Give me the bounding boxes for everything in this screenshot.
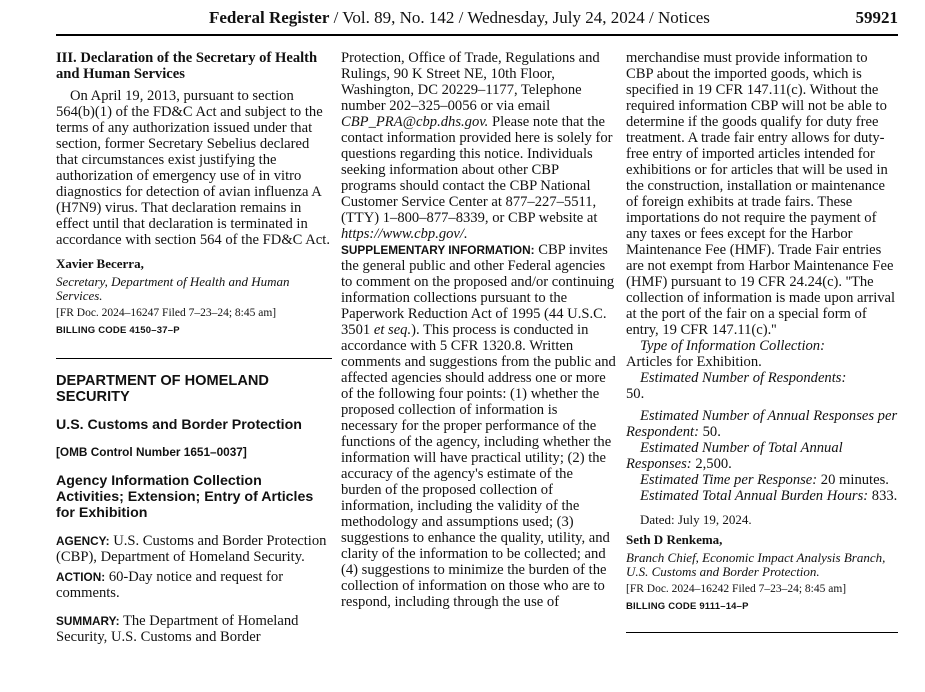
running-head: Federal Register / Vol. 89, No. 142 / Wednesday, July 24, 2024 / Notices: [209, 8, 710, 27]
fr-doc-line: [FR Doc. 2024–16247 Filed 7–23–24; 8:45 am]: [56, 307, 277, 319]
action-block: [56, 569, 332, 601]
action-text: 60-Day notice and request for comments.: [56, 569, 284, 601]
field-value: Articles for Exhibition.: [626, 354, 762, 370]
collection-field: [626, 488, 898, 504]
collection-field: [626, 440, 898, 472]
et-seq: et seq.: [373, 322, 412, 338]
billing-code: BILLING CODE 4150–37–P: [56, 325, 180, 336]
field-value: 833.: [871, 488, 898, 504]
signer-name: Seth D Renkema,: [626, 532, 723, 547]
issue-date: Wednesday, July 24, 2024: [467, 8, 645, 27]
field-label: Estimated Number of Total Annual Responses:: [626, 440, 843, 472]
volume-info: Vol. 89, No. 142: [342, 8, 455, 27]
contact-paragraph: [341, 50, 616, 242]
subagency-heading: U.S. Customs and Border Protection: [56, 417, 302, 433]
contact-email: CBP_PRA@cbp.dhs.gov.: [341, 114, 489, 130]
declaration-paragraph: On April 19, 2013, pursuant to section 564(b)(1) of the FD&C Act and subject to the terms of any authorization issued under that section, former Secretary Sebelius declared that circumstances exist justifying the authorization of emergency use of in vitro diagnostics for detection of avian influenza A (H7N9) virus. That declaration remains in effect until that declaration is terminated in accordance with section 564 of the FD&C Act.: [56, 88, 330, 248]
document-divider: [56, 358, 332, 359]
supplementary-paragraph: [341, 242, 616, 610]
supplementary-text-continued: ). This process is conducted in accordance with 5 CFR 1320.8. Written comments and suggestions from the public and affected agencies should address one or more of the following four points: (1) whether the proposed collection of information is necessary for the proper performance of the functions of the agency, including whether the information will have practical utility; (2) the accuracy of the agency's estimate of the burden of the proposed collection of information, including the validity of the methodology and assumptions used; (3) suggestions to enhance the quality, utility, and clarity of the information to be collected; and (4) suggestions to minimize the burden of the collection of information on those who are to respond, including through the use of: [341, 322, 616, 610]
publication-name: Federal Register: [209, 8, 330, 27]
billing-code: BILLING CODE 9111–14–P: [626, 601, 749, 612]
field-value: 50.: [702, 424, 721, 440]
action-label: ACTION:: [56, 570, 106, 584]
field-value: 50.: [626, 386, 645, 402]
signer-title: Secretary, Department of Health and Human Services.: [56, 274, 290, 303]
contact-text: Protection, Office of Trade, Regulations and Rulings, 90 K Street NE, 10th Floor, Washington, DC 20229–1177, Telephone number 202–325–0056 or via email: [341, 50, 600, 114]
field-label: Type of Information Collection:: [640, 338, 825, 354]
supplementary-label: SUPPLEMENTARY INFORMATION:: [341, 243, 535, 257]
signer-name: Xavier Becerra,: [56, 256, 144, 271]
field-label: Estimated Number of Respondents:: [640, 370, 847, 386]
column-3: [626, 50, 898, 633]
fr-doc-line: [FR Doc. 2024–16242 Filed 7–23–24; 8:45 am]: [626, 583, 847, 595]
agency-heading: DEPARTMENT OF HOMELAND SECURITY: [56, 373, 269, 405]
supplementary-text: CBP invites the general public and other Federal agencies to comment on the proposed and/or continuing information collections pursuant to the Paperwork Reduction Act of 1995 (44 U.S.C. 3501: [341, 242, 615, 338]
contact-url: https://www.cbp.gov/.: [341, 226, 468, 242]
omb-control-number: [OMB Control Number 1651–0037]: [56, 445, 247, 459]
field-label: Estimated Time per Response:: [640, 472, 818, 488]
collection-field: [626, 472, 898, 488]
collection-field: [626, 370, 898, 402]
column-1: [56, 50, 332, 645]
agency-text: U.S. Customs and Border Protection (CBP), Department of Homeland Security.: [56, 533, 327, 565]
background-paragraph: merchandise must provide information to CBP about the imported goods, which is specified in 19 CFR 147.11(c). Without the required information CBP will not be able to determine if the goods qualify for duty free treatment. A trade fair entry allows for duty-free entry of imported articles intended for exhibitions or for articles that will be used in the construction, installation or maintenance of foreign exhibits at trade fairs. These importations do not require the payment of any taxes or fees except for the Harbor Maintenance Fee (HMF). Trade Fair entries are not exempt from Harbor Maintenance Fee (HMF) pursuant to 19 CFR 24.24(c). ''The collection of information is made upon arrival at the port of the fair on a special form of entry, 19 CFR 147.11(c).'': [626, 50, 896, 338]
dated-line: Dated: July 19, 2024.: [640, 512, 752, 527]
summary-label: SUMMARY:: [56, 614, 120, 628]
signer-title: Branch Chief, Economic Impact Analysis Branch, U.S. Customs and Border Protection.: [626, 550, 886, 579]
field-label: Estimated Number of Annual Responses per Respondent:: [626, 408, 898, 440]
summary-block: [56, 613, 332, 645]
page-header: [56, 8, 898, 30]
field-label: Estimated Total Annual Burden Hours:: [640, 488, 869, 504]
agency-label: AGENCY:: [56, 534, 110, 548]
header-rule: [56, 34, 898, 36]
field-value: 20 minutes.: [820, 472, 889, 488]
document-divider: [626, 632, 898, 633]
agency-block: [56, 533, 332, 565]
column-2: [341, 50, 616, 610]
field-value: 2,500.: [695, 456, 732, 472]
page-number: 59921: [855, 8, 898, 27]
document-title: Agency Information Collection Activities; Extension; Entry of Articles for Exhibition: [56, 473, 314, 521]
collection-field: [626, 408, 898, 440]
contact-text-continued: Please note that the contact information provided here is solely for questions regarding this notice. Individuals seeking information about other CBP programs should contact the CBP National Customer Service Center at 877–227–5511, (TTY) 1–800–877–8339, or CBP website at: [341, 114, 613, 226]
section-heading: III. Declaration of the Secretary of Health and Human Services: [56, 50, 318, 82]
collection-field: [626, 338, 898, 370]
section-name: Notices: [657, 8, 710, 27]
summary-text: The Department of Homeland Security, U.S. Customs and Border: [56, 613, 299, 645]
